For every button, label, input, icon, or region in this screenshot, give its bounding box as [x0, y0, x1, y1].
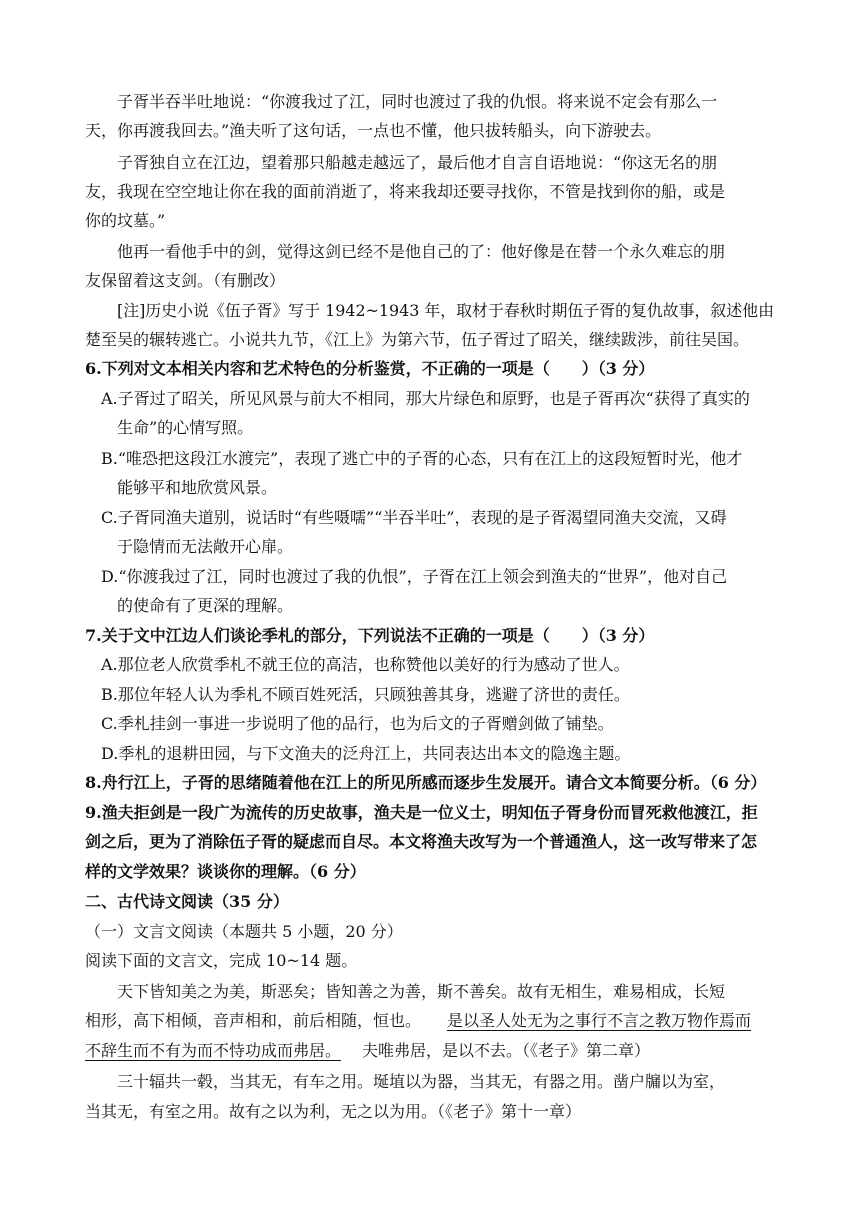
classical-text-line: 天下皆知美之为美，斯恶矣；皆知善之为善，斯不善矣。故有无相生，难易相成，长短: [117, 982, 726, 1001]
option-d: D.季札的退耕田园，与下文渔夫的泛舟江上，共同表达出本文的隐逸主题。: [101, 744, 631, 763]
note-line: [注]历史小说《伍子胥》写于 1942~1943 年，取材于春秋时期伍子胥的复仇故事，叙述他由: [117, 301, 774, 320]
text-line: 友，我现在空空地让你在我的面前消逝了，将来我却还要寻找你，不管是找到你的船，或是: [85, 182, 726, 201]
question-9: 9.渔夫拒剑是一段广为流传的历史故事，渔夫是一位义士，明知伍子胥身份而冒死救他渡江，拒: [85, 803, 758, 822]
classical-text-line: 夫唯弗居，是以不去。（《老子》第二章）: [362, 1041, 651, 1060]
subsection-heading: （一）文言文阅读（本题共 5 小题，20 分）: [85, 922, 403, 941]
question-8: 8.舟行江上，子胥的思绪随着他在江上的所见所感而逐步生发展开。请合文本简要分析。（6 分）: [85, 773, 767, 792]
option-a: A.子胥过了昭关，所见风景与前大不相同，那大片绿色和原野，也是子胥再次“获得了真实的: [101, 389, 750, 408]
question-7: 7.关于文中江边人们谈论季札的部分，下列说法不正确的一项是（ ）（3 分）: [85, 626, 655, 645]
text-line: 天，你再渡我回去。”渔夫听了这句话，一点也不懂，他只拔转船头，向下游驶去。: [85, 121, 662, 140]
section-heading: 二、古代诗文阅读（35 分）: [85, 892, 289, 911]
text-line: 你的坟墓。”: [85, 211, 166, 230]
text-line: 友保留着这支剑。（有删改）: [85, 271, 286, 290]
option-c: C.季札挂剑一事进一步说明了他的品行，也为后文的子胥赠剑做了铺垫。: [101, 714, 614, 733]
underlined-passage: 不辞生而不有为而不恃功成而弗居。: [85, 1041, 342, 1060]
classical-text-line: 相形，高下相倾，音声相和，前后相随，恒也。: [85, 1011, 422, 1030]
option-d-continued: 的使命有了更深的理解。: [117, 596, 294, 615]
underlined-passage: 是以圣人处无为之事行不言之教万物作焉而: [447, 1011, 752, 1030]
option-c: C.子胥同渔夫道别，说话时“有些嗫嚅”“半吞半吐”，表现的是子胥渴望同渔夫交流，又碍: [101, 508, 727, 527]
option-a: A.那位老人欣赏季札不就王位的高洁，也称赞他以美好的行为感动了世人。: [101, 655, 630, 674]
option-b-continued: 能够平和地欣赏风景。: [117, 478, 278, 497]
question-9-continued: 剑之后，更为了消除伍子胥的疑虑而自尽。本文将渔夫改写为一个普通渔人，这一改写带来了怎: [85, 832, 758, 851]
option-c-continued: 于隐情而无法敞开心扉。: [117, 537, 294, 556]
text-line: 子胥独自立在江边，望着那只船越走越远了，最后他才自言自语地说：“你这无名的朋: [117, 153, 718, 172]
question-6: 6.下列对文本相关内容和艺术特色的分析鉴赏，不正确的一项是（ ）（3 分）: [85, 359, 655, 378]
instruction-line: 阅读下面的文言文，完成 10~14 题。: [85, 951, 358, 970]
note-line: 楚至吴的辗转逃亡。小说共九节，《江上》为第六节，伍子胥过了昭关，继续跋涉，前往吴国。: [85, 330, 750, 349]
text-line: 他再一看他手中的剑，觉得这剑已经不是他自己的了：他好像是在替一个永久难忘的朋: [117, 242, 726, 261]
text-line: 子胥半吞半吐地说：“你渡我过了江，同时也渡过了我的仇恨。将来说不定会有那么一: [117, 92, 718, 111]
option-b: B.那位年轻人认为季札不顾百姓死活，只顾独善其身，逃避了济世的责任。: [101, 685, 630, 704]
option-d: D.“你渡我过了江，同时也渡过了我的仇恨”，子胥在江上领会到渔夫的“世界”，他对自己: [101, 567, 728, 586]
classical-text-line: 三十辐共一毂，当其无，有车之用。埏埴以为器，当其无，有器之用。凿户牖以为室，: [117, 1072, 726, 1091]
option-b: B.“唯恐把这段江水渡完”，表现了逃亡中的子胥的心态，只有在江上的这段短暂时光，他才: [101, 449, 743, 468]
classical-text-line: 当其无，有室之用。故有之以为利，无之以为用。（《老子》第十一章）: [85, 1102, 582, 1121]
question-9-continued: 样的文学效果？谈谈你的理解。（6 分）: [85, 862, 366, 881]
option-a-continued: 生命”的心情写照。: [117, 418, 254, 437]
